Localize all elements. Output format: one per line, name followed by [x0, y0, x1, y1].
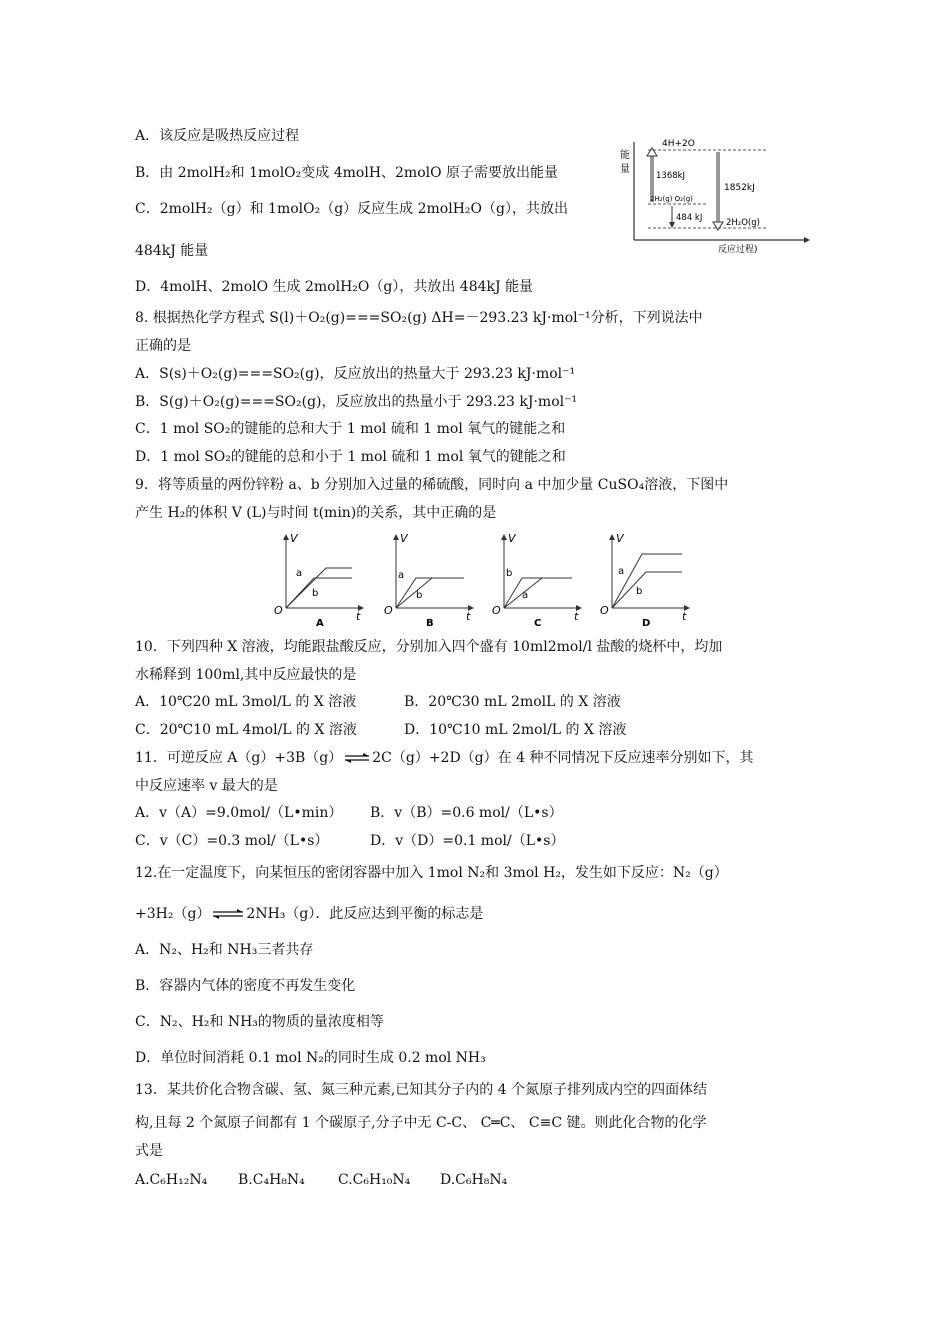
graph-d-origin: O: [600, 604, 609, 617]
q10-stem-line1: 10．下列四种 X 溶液，均能跟盐酸反应，分别加入四个盛有 10ml2mol/l 盐酸的烧杯中，均加: [135, 639, 723, 655]
graph-d-v-label: V: [616, 532, 624, 545]
q12-option-a: A．N₂、H₂和 NH₃三者共存: [135, 942, 314, 958]
q11-option-a: A．v（A）=9.0mol/（L•min）: [135, 805, 343, 821]
q9-stem-line2: 产生 H₂的体积 V (L)与时间 t(min)的关系，其中正确的是: [135, 505, 497, 521]
q12-stem-line2: [135, 904, 483, 924]
q13-option-b: B.C₄H₈N₄: [238, 1172, 305, 1188]
q12-option-c: C．N₂、H₂和 NH₃的物质的量浓度相等: [135, 1014, 384, 1030]
q13-option-c: C.C₆H₁₀N₄: [338, 1172, 411, 1188]
q10-stem-line2: 水稀释到 100ml,其中反应最快的是: [135, 667, 357, 683]
diagram-xlabel: 反应过程): [718, 245, 758, 254]
graph-d-curve-b: b: [636, 586, 643, 597]
q9-graph-a: [274, 532, 364, 629]
graph-b-curve-a: a: [398, 570, 405, 581]
graph-c-v-label: V: [508, 532, 516, 545]
q12-option-b: B．容器内气体的密度不再发生变化: [135, 978, 356, 994]
q7-option-c-line2: 484kJ 能量: [135, 243, 209, 259]
graph-b-v-label: V: [400, 532, 408, 545]
q11-option-c: C．v（C）=0.3 mol/（L•s）: [135, 833, 329, 849]
graph-d-curve-a: a: [618, 566, 625, 577]
diagram-top-label: 4H+2O: [662, 139, 695, 149]
graph-a-label: A: [316, 618, 324, 629]
q12-option-d: D．单位时间消耗 0.1 mol N₂的同时生成 0.2 mol NH₃: [135, 1050, 486, 1066]
q9-stem-line1: 9．将等质量的两份锌粉 a、b 分别加入过量的稀硫酸，同时向 a 中加少量 CuSO₄溶液，下图中: [135, 477, 729, 493]
graph-c-label: C: [534, 618, 542, 629]
q9-graphs: [270, 532, 690, 630]
equilibrium-arrow-icon: [344, 753, 370, 763]
graph-c-t-label: t: [574, 610, 579, 623]
q8-option-a: A．S(s)＋O₂(g)===SO₂(g)，反应放出的热量大于 293.23 kJ·mol⁻¹: [135, 366, 576, 382]
q9-graph-c: [492, 532, 582, 629]
graph-b-label: B: [426, 618, 434, 629]
q11-option-d: D．v（D）=0.1 mol/（L•s）: [370, 833, 565, 849]
equilibrium-arrow-icon: [212, 909, 244, 919]
graph-a-curve-b: b: [312, 588, 319, 599]
diagram-product-label: 2H₂O(g): [726, 218, 760, 228]
q11-stem-post: 2C（g）+2D（g）在 4 种不同情况下反应速率分别如下，其: [372, 750, 754, 766]
q11-option-b: B．v（B）=0.6 mol/（L•s）: [370, 805, 563, 821]
q8-option-c: C．1 mol SO₂的键能的总和大于 1 mol 硫和 1 mol 氧气的键能之和: [135, 421, 566, 437]
q8-stem-line2: 正确的是: [135, 338, 191, 354]
diagram-left-value: 1368kJ: [656, 171, 686, 181]
q10-option-a: A．10℃20 mL 3mol/L 的 X 溶液: [135, 694, 357, 710]
q9-graph-d: [600, 532, 690, 629]
q12-stem-post: 2NH₃（g）．此反应达到平衡的标志是: [246, 906, 484, 922]
q9-graph-b: [384, 532, 474, 629]
diagram-ylabel-2: 量: [620, 164, 630, 175]
graph-c-origin: O: [492, 604, 501, 617]
diagram-ylabel-1: 能: [620, 150, 630, 161]
graph-a-v-label: V: [290, 532, 298, 545]
q11-stem-pre: 11．可逆反应 A（g）+3B（g）: [135, 750, 343, 766]
q10-option-c: C．20℃10 mL 4mol/L 的 X 溶液: [135, 722, 357, 738]
graph-a-t-label: t: [356, 610, 361, 623]
q13-stem-line2: 构,且每 2 个氮原子间都有 1 个碳原子,分子中无 C-C、 C═C、 C≡C 键。则此化合物的化学: [135, 1115, 707, 1131]
graph-d-t-label: t: [682, 610, 687, 623]
energy-diagram: [618, 132, 810, 254]
graph-c-curve-b: b: [506, 568, 513, 579]
diagram-right-value: 1852kJ: [724, 183, 755, 193]
graph-d-label: D: [642, 618, 651, 629]
q7-option-a: A．该反应是吸热反应过程: [135, 128, 300, 144]
q13-stem-line1: 13．某共价化合物含碳、氢、氮三种元素,已知其分子内的 4 个氮原子排列成内空的四面体结: [135, 1082, 708, 1098]
q7-option-c-line1: C．2molH₂（g）和 1molO₂（g）反应生成 2molH₂O（g），共放出: [135, 201, 568, 217]
q13-option-a: A.C₆H₁₂N₄: [135, 1172, 208, 1188]
graph-b-curve-b: b: [416, 590, 423, 601]
graph-a-origin: O: [274, 604, 283, 617]
q11-stem-line2: 中反应速率 v 最大的是: [135, 778, 278, 794]
q10-option-b: B．20℃30 mL 2molL 的 X 溶液: [404, 694, 621, 710]
q8-option-b: B．S(g)＋O₂(g)===SO₂(g)，反应放出的热量小于 293.23 kJ·mol⁻¹: [135, 394, 578, 410]
q8-option-d: D．1 mol SO₂的键能的总和小于 1 mol 硫和 1 mol 氧气的键能之和: [135, 449, 566, 465]
q11-stem-line1: [135, 748, 753, 768]
graph-c-curve-a: a: [522, 590, 529, 601]
q7-option-b: B．由 2molH₂和 1molO₂变成 4molH、2molO 原子需要放出能量: [135, 165, 559, 181]
q13-option-d: D.C₆H₈N₄: [440, 1172, 508, 1188]
q12-stem-line1: 12.在一定温度下，向某恒压的密闭容器中加入 1mol N₂和 3mol H₂，发生如下反应：N₂（g）: [135, 865, 728, 881]
diagram-diff-label: 484 kJ: [676, 213, 703, 223]
graph-a-curve-a: a: [296, 568, 303, 579]
q13-stem-line3: 式是: [135, 1143, 163, 1159]
q10-option-d: D．10℃10 mL 2mol/L 的 X 溶液: [404, 722, 627, 738]
q8-stem-line1: 8. 根据热化学方程式 S(l)＋O₂(g)===SO₂(g) ΔH=－293.23 kJ·mol⁻¹分析，下列说法中: [135, 310, 703, 326]
q7-option-d: D．4molH、2molO 生成 2molH₂O（g），共放出 484kJ 能量: [135, 279, 534, 295]
diagram-middle-label: 2H₂(g) O₂(g): [650, 195, 693, 203]
graph-b-t-label: t: [466, 610, 471, 623]
graph-b-origin: O: [384, 604, 393, 617]
q12-stem-pre: +3H₂（g）: [135, 906, 211, 922]
